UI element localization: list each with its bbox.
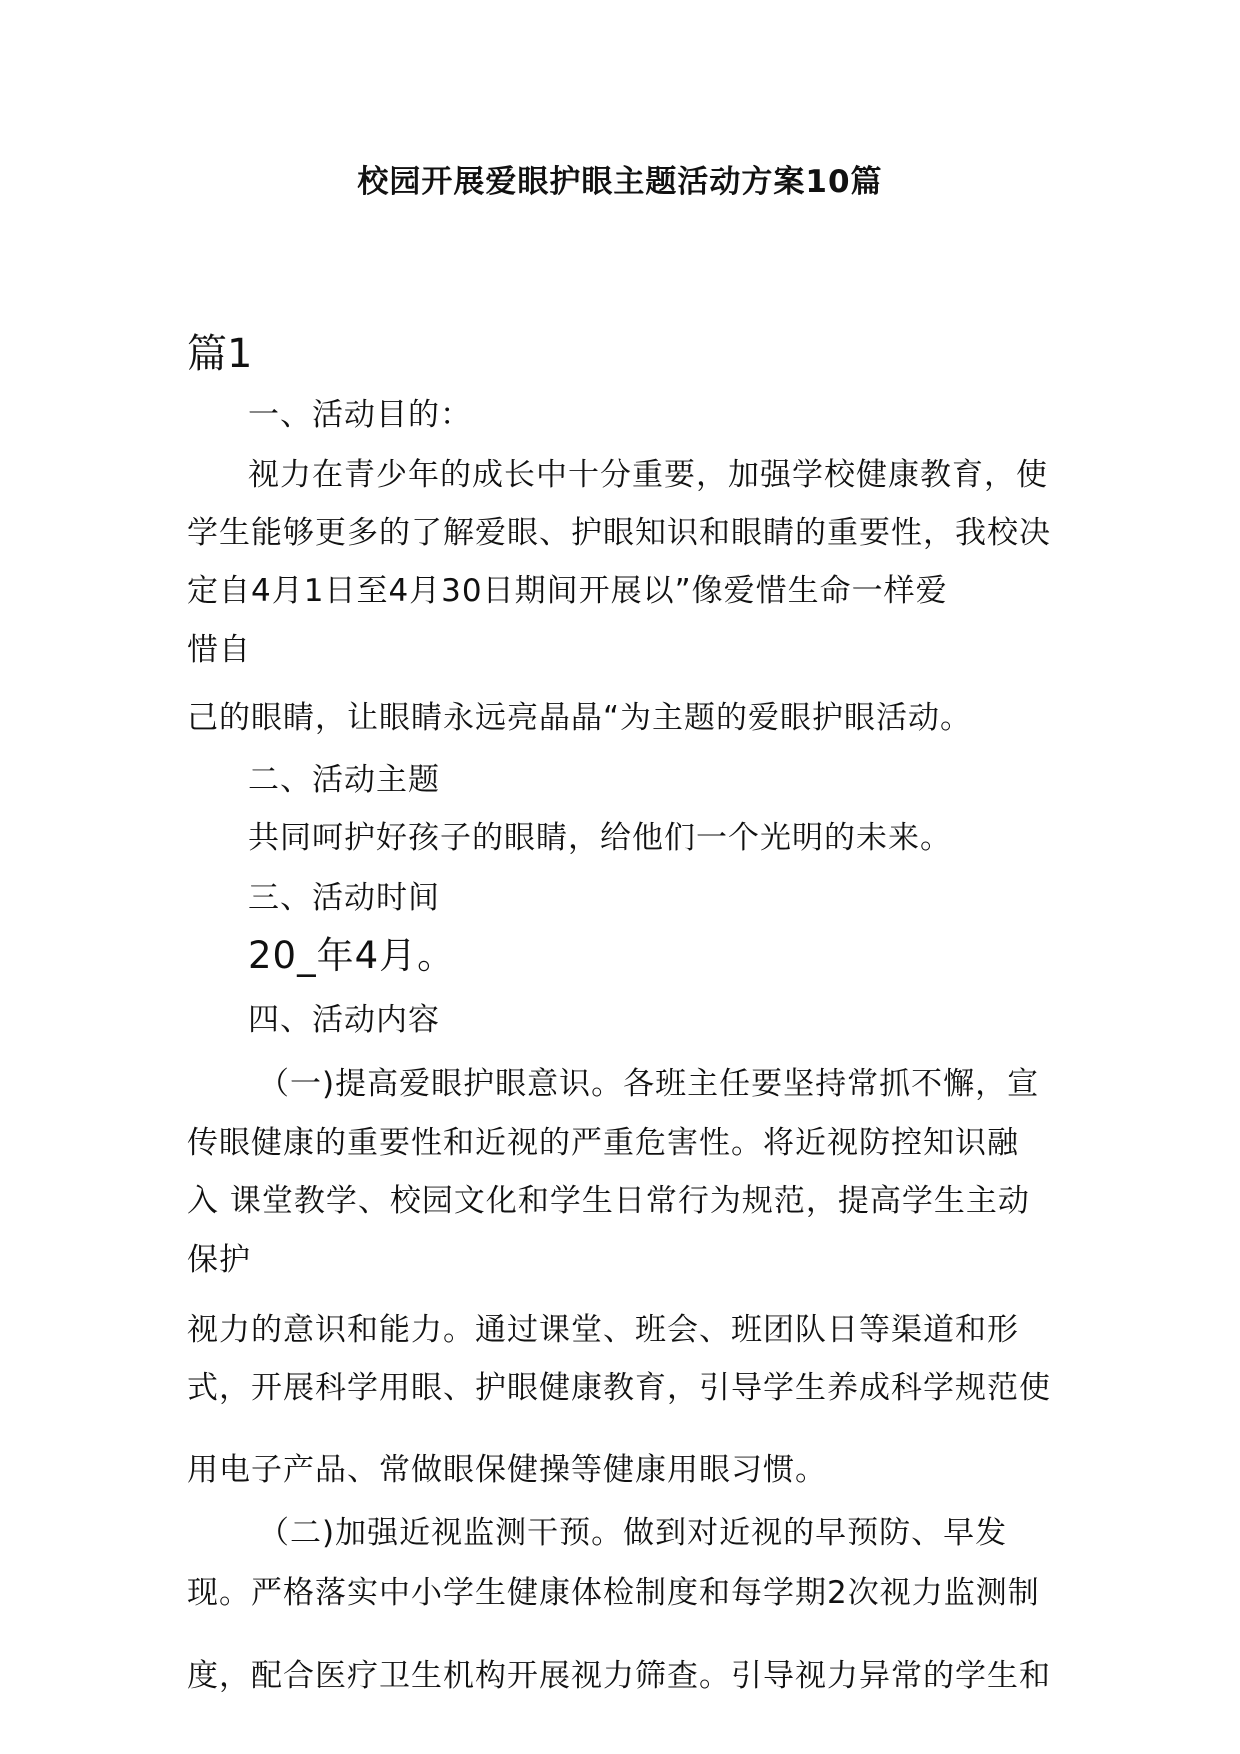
paragraph-line: 现。严格落实中小学生健康体检制度和每学期2次视力监测制 xyxy=(187,1575,1040,1611)
paragraph-line: 度，配合医疗卫生机构开展视力筛查。引导视力异常的学生和 xyxy=(187,1658,1051,1694)
section-heading-purpose: 一、活动目的： xyxy=(248,397,472,433)
paragraph-line: 保护 xyxy=(187,1242,251,1278)
paragraph-line: 视力在青少年的成长中十分重要，加强学校健康教育，使 xyxy=(248,457,1048,493)
paragraph-line: 入 课堂教学、校园文化和学生日常行为规范，提高学生主动 xyxy=(187,1183,1030,1219)
paragraph-line: 视力的意识和能力。通过课堂、班会、班团队日等渠道和形 xyxy=(187,1312,1019,1348)
document-title: 校园开展爱眼护眼主题活动方案10篇 xyxy=(357,164,883,200)
paragraph-line: 式，开展科学用眼、护眼健康教育，引导学生养成科学规范使 xyxy=(187,1370,1051,1406)
paragraph-line: （二)加强近视监测干预。做到对近视的早预防、早发 xyxy=(258,1515,1008,1551)
section-heading-content: 四、活动内容 xyxy=(248,1002,440,1038)
section-heading-time: 三、活动时间 xyxy=(248,880,440,916)
paragraph-line: 惜自 xyxy=(187,632,251,668)
paragraph-line: 传眼健康的重要性和近视的严重危害性。将近视防控知识融 xyxy=(187,1125,1019,1161)
paragraph-line: 学生能够更多的了解爱眼、护眼知识和眼睛的重要性，我校决 xyxy=(187,515,1051,551)
paragraph-line: 己的眼睛，让眼睛永远亮晶晶“为主题的爱眼护眼活动。 xyxy=(187,700,973,736)
chapter-heading: 篇1 xyxy=(187,331,253,377)
paragraph-line: 共同呵护好孩子的眼睛，给他们一个光明的未来。 xyxy=(248,820,952,856)
paragraph-line: （一)提高爱眼护眼意识。各班主任要坚持常抓不懈，宣 xyxy=(258,1066,1040,1102)
activity-date: 20_年4月。 xyxy=(248,934,456,977)
paragraph-line: 定自4月1日至4月30日期间开展以”像爱惜生命一样爱 xyxy=(187,573,948,609)
paragraph-line: 用电子产品、常做眼保健操等健康用眼习惯。 xyxy=(187,1452,827,1488)
section-heading-theme: 二、活动主题 xyxy=(248,762,440,798)
